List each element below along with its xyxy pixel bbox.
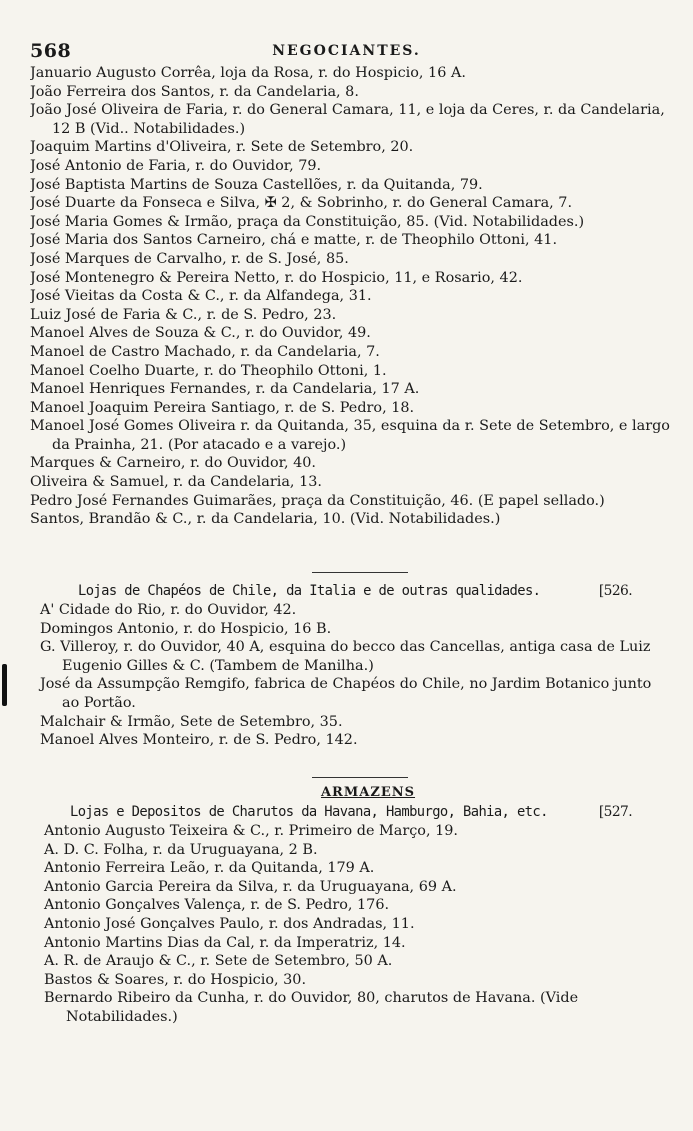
list-item: Manoel José Gomes Oliveira r. da Quitanda, 35, esquina da r. Sete de Setembro, e largo da Prainha, 21. (Por atacado e a varejo.): [30, 418, 670, 453]
list-item: Antonio Martins Dias da Cal, r. da Imperatriz, 14.: [44, 934, 406, 951]
list-item: Santos, Brandão & C., r. da Candelaria, 10. (Vid. Notabilidades.): [30, 511, 501, 528]
list-item: G. Villeroy, r. do Ouvidor, 40 A, esquina do becco das Cancellas, antiga casa de Luiz Eugenio Gilles & C. (Tambem de Manilha.): [40, 639, 651, 674]
list-item: Antonio Garcia Pereira da Silva, r. da Uruguayana, 69 A.: [44, 878, 457, 895]
list-item: Malchair & Irmão, Sete de Setembro, 35.: [40, 713, 343, 730]
list-item: Antonio Ferreira Leão, r. da Quitanda, 179 A.: [44, 860, 375, 877]
list-item: José Duarte da Fonseca e Silva, ✠ 2, & Sobrinho, r. do General Camara, 7.: [30, 195, 573, 212]
list-item: José Montenegro & Pereira Netto, r. do Hospicio, 11, e Rosario, 42.: [30, 269, 523, 286]
list-item: José Maria dos Santos Carneiro, chá e matte, r. de Theophilo Ottoni, 41.: [30, 232, 558, 249]
section-title: ARMAZENS: [320, 785, 416, 800]
list-item: Joaquim Martins d'Oliveira, r. Sete de Setembro, 20.: [30, 139, 414, 156]
category-heading: [30, 582, 670, 601]
list-item: José da Assumpção Remgifo, fabrica de Chapéos do Chile, no Jardim Botanico junto ao Portão.: [40, 676, 652, 711]
list-item: Manoel Alves de Souza & C., r. do Ouvidor, 49.: [30, 325, 371, 342]
category-heading: [30, 803, 670, 822]
list-item: A. R. de Araujo & C., r. Sete de Setembro, 50 A.: [44, 953, 393, 970]
warehouses-section: [30, 783, 670, 1027]
category-number: [526.: [598, 583, 632, 599]
list-item: Luiz José de Faria & C., r. de S. Pedro, 23.: [30, 306, 337, 323]
list-item: Manoel Alves Monteiro, r. de S. Pedro, 142.: [40, 732, 358, 749]
list-item: Marques & Carneiro, r. do Ouvidor, 40.: [30, 455, 316, 472]
section-divider: [312, 572, 408, 573]
list-item: José Maria Gomes & Irmão, praça da Constituição, 85. (Vid. Notabilidades.): [30, 213, 585, 230]
list-item: Antonio José Gonçalves Paulo, r. dos Andradas, 11.: [44, 915, 415, 932]
list-item: João José Oliveira de Faria, r. do General Camara, 11, e loja da Ceres, r. da Candelaria, 12 B (Vid.. Notabilidades.): [30, 102, 665, 137]
list-item: Manoel Henriques Fernandes, r. da Candelaria, 17 A.: [30, 381, 420, 398]
category-title: Lojas e Depositos de Charutos da Havana, Hamburgo, Bahia, etc.: [70, 804, 548, 820]
list-item: José Marques de Carvalho, r. de S. José, 85.: [30, 250, 349, 267]
margin-ink-mark: [2, 664, 7, 706]
list-item: Manoel Joaquim Pereira Santiago, r. de S. Pedro, 18.: [30, 399, 415, 416]
list-item: José Antonio de Faria, r. do Ouvidor, 79.: [30, 157, 322, 174]
page-number: 568: [30, 40, 72, 62]
hat-shops-section: [30, 582, 670, 750]
list-item: A' Cidade do Rio, r. do Ouvidor, 42.: [40, 602, 297, 618]
list-item: José Baptista Martins de Souza Castellões, r. da Quitanda, 79.: [30, 176, 483, 193]
list-item: Antonio Augusto Teixeira & C., r. Primeiro de Março, 19.: [44, 823, 458, 839]
list-item: Bastos & Soares, r. do Hospicio, 30.: [44, 971, 307, 988]
list-item: João Ferreira dos Santos, r. da Candelaria, 8.: [30, 83, 359, 100]
list-item: José Vieitas da Costa & C., r. da Alfandega, 31.: [30, 288, 372, 305]
section-divider: [312, 777, 408, 778]
list-item: Oliveira & Samuel, r. da Candelaria, 13.: [30, 474, 322, 491]
list-item: Januario Augusto Corrêa, loja da Rosa, r. do Hospicio, 16 A.: [30, 65, 466, 81]
merchant-list-section: [30, 64, 670, 529]
category-number: [527.: [598, 804, 632, 820]
category-title: Lojas de Chapéos de Chile, da Italia e de outras qualidades.: [78, 583, 541, 599]
list-item: Bernardo Ribeiro da Cunha, r. do Ouvidor, 80, charutos de Havana. (Vide Notabilidades.): [44, 990, 579, 1025]
page-header: [30, 40, 663, 62]
list-item: Manoel de Castro Machado, r. da Candelaria, 7.: [30, 343, 380, 360]
list-item: Pedro José Fernandes Guimarães, praça da Constituição, 46. (E papel sellado.): [30, 492, 605, 509]
list-item: Antonio Gonçalves Valença, r. de S. Pedro, 176.: [44, 897, 390, 914]
list-item: Manoel Coelho Duarte, r. do Theophilo Ottoni, 1.: [30, 362, 387, 379]
list-item: A. D. C. Folha, r. da Uruguayana, 2 B.: [44, 841, 318, 858]
running-head: NEGOCIANTES.: [272, 43, 421, 59]
list-item: Domingos Antonio, r. do Hospicio, 16 B.: [40, 620, 332, 637]
